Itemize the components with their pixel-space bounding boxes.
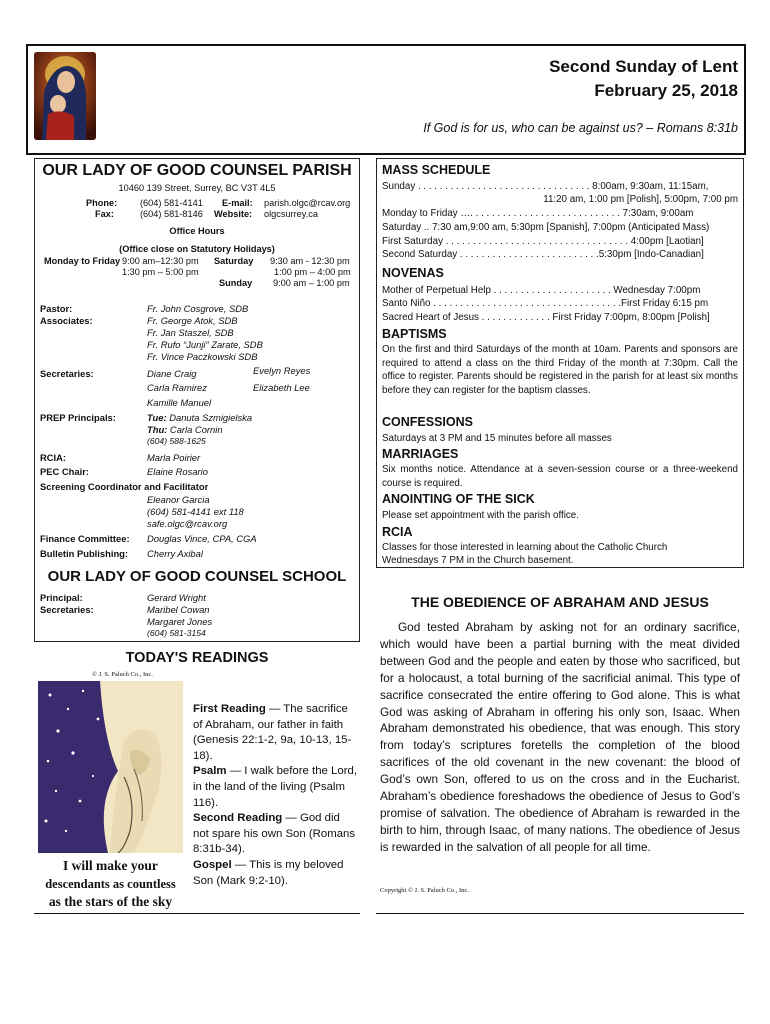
fax-label: Fax: [95,209,114,219]
bulletin-date: February 25, 2018 [594,81,738,100]
email-label: E-mail: [222,198,253,208]
phone-value: (604) 581-4141 [140,198,203,208]
school-secretary-name: Maribel Cowan [147,604,210,615]
sat-hours-2: 1:00 pm – 4:00 pm [274,267,351,277]
website-label: Website: [214,209,253,219]
sun-label: Sunday [219,278,253,288]
rcia-name: Marla Poirier [147,452,201,463]
prep-tue-day: Tue: [147,412,167,423]
novena-line: Mother of Perpetual Help . . . . . . . . . . . . . . . . . . . . . . Wednesday 7:00pm [382,285,701,296]
prep-thu [147,424,223,435]
mass-line: Sunday . . . . . . . . . . . . . . . . . . . . . . . . . . . . . . . . 8:00am, 9:30am, 11:15am, [382,181,709,192]
baptisms-title: BAPTISMS [382,327,447,341]
fax-value: (604) 581-8146 [140,209,203,219]
art-caption-line: as the stars of the sky [48,894,173,909]
anointing-title: ANOINTING OF THE SICK [382,492,535,506]
mass-line: Saturday .. 7:30 am,9:00 am, 5:30pm [Spanish], 7:00pm (Anticipated Mass) [382,222,710,233]
rcia-text-line: Wednesdays 7 PM in the Church basement. [382,555,574,566]
school-principal-name: Gerard Wright [147,592,206,603]
screening-email: safe.olgc@rcav.org [147,518,228,529]
secretary-name: Elizabeth Lee [253,382,310,393]
associate-name: Fr. Jan Staszel, SDB [147,327,234,338]
mass-line: First Saturday . . . . . . . . . . . . . . . . . . . . . . . . . . . . . . . . . . 4:00pm [Laotian] [382,236,704,247]
phone-label: Phone: [86,198,118,208]
psalm-label: Psalm [193,765,227,778]
prep-phone: (604) 588-1625 [147,436,206,446]
confessions-title: CONFESSIONS [382,415,473,429]
gospel-text: — This is my beloved Son (Mark 9:2-10). [193,858,344,887]
anointing-text: Please set appointment with the parish office. [382,510,579,521]
first-reading-text: — The sacrifice of Abraham, our father in faith (Genesis 22:1-2, 9a, 10-13, 15-18). [193,703,352,762]
confessions-text: Saturdays at 3 PM and 15 minutes before all masses [382,433,612,444]
pastor-name: Fr. John Cosgrove, SDB [147,303,249,314]
prep-tue-name: Danuta Szmigielska [169,412,253,423]
mf-hours-1: 9:00 am–12:30 pm [122,256,199,266]
article-title: THE OBEDIENCE OF ABRAHAM AND JESUS [411,594,709,610]
office-hours-note: (Office close on Statutory Holidays) [119,244,275,254]
prep-thu-name: Carla Cornin [169,424,223,435]
parish-name: OUR LADY OF GOOD COUNSEL PARISH [42,162,352,179]
school-secretary-name: Margaret Jones [147,616,213,627]
mass-line: 11:20 am, 1:00 pm [Polish], 5:00pm, 7:00 pm [543,194,738,205]
parish-address: 10460 139 Street, Surrey, BC V3T 4L5 [118,183,276,193]
office-hours-title: Office Hours [169,226,225,236]
prep-label: PREP Principals: [40,412,116,423]
sat-hours: 9:30 am - 12:30 pm [270,256,350,266]
mass-line: Second Saturday . . . . . . . . . . . . . . . . . . . . . . . . . .5:30pm [Indo-Canadian] [382,249,704,260]
divider [34,913,360,914]
associate-name: Fr. George Atok, SDB [147,315,238,326]
finance-name: Douglas Vince, CPA, CGA [147,533,257,544]
screening-label: Screening Coordinator and Facilitator [40,481,209,492]
second-reading-label: Second Reading [193,812,283,825]
art-credit: © J. S. Paluch Co., Inc. [92,671,153,678]
article-credit: Copyright © J. S. Paluch Co., Inc. [380,887,469,894]
first-reading-label: First Reading [193,703,266,715]
marriages-text: Six months notice. Attendance at a seven-session course or a three-weekend course is required. [382,464,738,489]
sat-label: Saturday [214,256,254,266]
screening-phone: (604) 581-4141 ext 118 [147,506,244,517]
rcia-text-line: Classes for those interested in learning about the Catholic Church [382,542,668,553]
readings-title: TODAY'S READINGS [125,650,269,666]
bulletin-label: Bulletin Publishing: [40,548,129,559]
associate-name: Fr. Rufo “Junji” Zarate, SDB [147,339,263,350]
madonna-icon [34,52,96,140]
website-value: olgcsurrey.ca [264,209,318,219]
associate-name: Fr. Vince Paczkowski SDB [147,351,258,362]
art-caption [38,857,183,911]
scripture-quote: If God is for us, who can be against us? – Romans 8:31b [423,121,738,135]
gospel-label: Gospel [193,858,232,871]
divider [376,913,744,914]
school-secretaries-label: Secretaries: [40,604,94,615]
mf-label: Monday to Friday [44,256,121,266]
second-reading-text: — God did not spare his own Son (Romans 8:31b-34). [193,812,356,856]
email-value: parish.olgc@rcav.org [264,198,351,208]
rcia-label: RCIA: [40,452,67,463]
pec-name: Elaine Rosario [147,466,208,477]
secretary-name: Carla Ramirez [147,382,207,393]
associates-label: Associates: [40,315,93,326]
screening-name: Eleanor Garcia [147,494,210,505]
prep-tue [147,412,252,423]
school-principal-label: Principal: [40,592,83,603]
pastor-label: Pastor: [40,303,73,314]
baptisms-text: On the first and third Saturdays of the month at 10am. Parents and sponsors are required to attend a class on the third Friday of the month at 7:30pm. Call the office to register. Parents should be registered in the parish for at least six months before they can register for the baptism classes. [382,344,738,396]
bulletin-name: Cherry Axibal [147,548,203,559]
mf-hours-2: 1:30 pm – 5:00 pm [122,267,199,277]
secretary-name: Evelyn Reyes [253,365,311,376]
novena-line: Santo Niño . . . . . . . . . . . . . . . . . . . . . . . . . . . . . . . . . . .First Friday 6:15 pm [382,298,709,309]
school-name: OUR LADY OF GOOD COUNSEL SCHOOL [47,568,347,585]
rcia-title: RCIA [382,525,413,539]
art-caption-line: I will make your [63,858,158,873]
novena-line: Sacred Heart of Jesus . . . . . . . . . . . . . First Friday 7:00pm, 8:00pm [Polish] [382,312,710,323]
finance-label: Finance Committee: [40,533,130,544]
bulletin-title: Second Sunday of Lent [549,57,738,76]
marriages-title: MARRIAGES [382,447,459,461]
prep-thu-day: Thu: [147,424,168,435]
novenas-title: NOVENAS [382,266,444,280]
secretary-name: Kamille Manuel [147,397,212,408]
secretaries-label: Secretaries: [40,368,94,379]
secretary-name: Diane Craig [147,368,197,379]
school-phone: (604) 581-3154 [147,628,206,638]
mass-schedule-title: MASS SCHEDULE [382,163,491,177]
psalm-text: — I walk before the Lord, in the land of the living (Psalm 116). [193,765,357,809]
art-caption-line: descendants as countless [45,877,176,891]
mass-line: Monday to Friday …. . . . . . . . . . . . . . . . . . . . . . . . . . . . 7:30am, 9:00am [382,208,694,219]
article-body: God tested Abraham by asking not for an ordinary sacrifice, which would have been a partial burning with the meat divided between God and the people and eaten by those who sacrificed, but for a holocaust, a total burning of the sacrificial animal. This type of sacrifice consecrated the entire offering to God alone. This is what God was asking of Abraham in offering his only son, Isaac. When Abraham demonstrated his obedience, that was enough. This story from today’s scriptures foretells the completion of the blood sacrifices of the old covenant in the new covenant: the blood of God’s own Son, offered to us on the cross and in the Eucharist. Abraham’s obedience foreshadows the obedience of Jesus to God’s promise of salvation. The obedience of Abraham is rewarded in the birth to him, through Isaac, of many nations. The obedience of Jesus is rewarded in the salvation of all people for all time. [380,620,740,854]
sun-hours: 9:00 am – 1:00 pm [273,278,350,288]
pec-label: PEC Chair: [40,466,89,477]
readings-list [193,702,358,889]
